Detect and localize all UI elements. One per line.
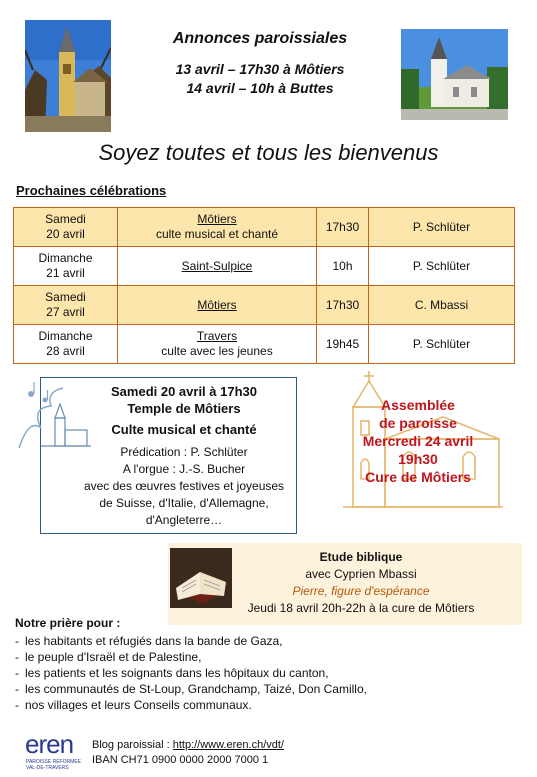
- day-text: Dimanche: [38, 329, 93, 343]
- event-place: Temple de Môtiers: [127, 401, 241, 416]
- church-photo-left: [25, 20, 111, 132]
- detail-text: culte musical et chanté: [155, 227, 279, 241]
- place-text: Saint-Sulpice: [181, 258, 253, 273]
- day-text: Dimanche: [38, 251, 93, 265]
- date-cell: [14, 247, 118, 286]
- pastor-cell: C. Mbassi: [369, 286, 515, 325]
- date-cell: [14, 325, 118, 364]
- open-bible-icon: [170, 548, 232, 608]
- place-cell: [118, 325, 317, 364]
- time-cell: 17h30: [317, 286, 369, 325]
- place-cell: [118, 208, 317, 247]
- musical-worship-text: [79, 383, 289, 529]
- welcome-message: Soyez toutes et tous les bienvenus: [98, 140, 439, 165]
- footer-info: [92, 738, 284, 768]
- table-row: [14, 208, 515, 247]
- list-item: - les communautés de St-Loup, Grandchamp, Taizé, Don Camillo,: [15, 681, 367, 697]
- place-cell: [118, 247, 317, 286]
- announcement-header: [130, 30, 390, 98]
- celebrations-title: Prochaines célébrations: [16, 183, 167, 198]
- time-cell: 10h: [317, 247, 369, 286]
- date-text: 20 avril: [46, 227, 85, 241]
- day-text: Samedi: [45, 212, 86, 226]
- date-cell: [14, 286, 118, 325]
- table-row: [14, 286, 515, 325]
- table-row: [14, 325, 515, 364]
- date-cell: [14, 208, 118, 247]
- bible-study-text: [230, 549, 492, 617]
- study-subtitle: Pierre, figure d'espérance: [292, 584, 430, 598]
- list-item: - les patients et les soignants dans les hôpitaux du canton,: [15, 665, 367, 681]
- celebrations-table: [13, 207, 515, 364]
- study-when: Jeudi 18 avril 20h-22h à la cure de Môtiers: [247, 601, 475, 615]
- place-text: Travers: [196, 329, 238, 343]
- list-item: - les habitants et réfugiés dans la bande de Gaza,: [15, 633, 367, 649]
- announcement-date-1: 13 avril – 17h30 à Môtiers: [175, 61, 345, 77]
- pastor-cell: P. Schlüter: [369, 325, 515, 364]
- event-date: Samedi 20 avril à 17h30: [111, 384, 257, 399]
- pastor-cell: P. Schlüter: [369, 208, 515, 247]
- time-cell: 19h45: [317, 325, 369, 364]
- logo-sub-line-1: PAROISSE RÉFORMÉE: [26, 759, 81, 765]
- iban-text: IBAN CH71 0900 0000 2000 7000 1: [92, 754, 269, 766]
- musical-worship-box: [40, 377, 297, 534]
- prayer-section: [15, 616, 367, 713]
- event-program-1: avec des œuvres festives et joyeuses: [83, 479, 285, 493]
- event-program-3: d'Angleterre…: [145, 513, 223, 527]
- prayer-title: Notre prière pour :: [15, 616, 121, 630]
- list-item: - le peuple d'Israël et de Palestine,: [15, 649, 367, 665]
- event-preacher: Prédication : P. Schlüter: [120, 445, 248, 459]
- place-cell: [118, 286, 317, 325]
- event-title: Culte musical et chanté: [111, 422, 257, 437]
- church-photo-right: [401, 29, 508, 120]
- assembly-time: 19h30: [398, 451, 438, 467]
- logo-subtitle: [26, 759, 86, 771]
- time-cell: 17h30: [317, 208, 369, 247]
- blog-link[interactable]: http://www.eren.ch/vdt/: [172, 739, 284, 751]
- place-text: Môtiers: [197, 297, 237, 312]
- date-text: 27 avril: [46, 305, 85, 319]
- assembly-subtitle: de paroisse: [379, 415, 457, 431]
- day-text: Samedi: [45, 290, 86, 304]
- date-text: 21 avril: [46, 266, 85, 280]
- assembly-place: Cure de Môtiers: [365, 469, 471, 485]
- event-organist: A l'orgue : J.-S. Bucher: [122, 462, 246, 476]
- study-leader: avec Cyprien Mbassi: [305, 567, 417, 581]
- logo-word: eren: [25, 729, 74, 759]
- event-program-2: de Suisse, d'Italie, d'Allemagne,: [99, 496, 269, 510]
- blog-label: Blog paroissial :: [92, 739, 173, 751]
- assembly-title: Assemblée: [381, 397, 455, 413]
- parish-assembly-notice: [348, 396, 488, 486]
- list-item: - nos villages et leurs Conseils communaux.: [15, 697, 367, 713]
- pastor-cell: P. Schlüter: [369, 247, 515, 286]
- logo-sub-line-2: VAL-DE-TRAVERS: [26, 765, 69, 771]
- blog-line: [92, 738, 284, 753]
- detail-text: culte avec les jeunes: [161, 344, 273, 358]
- table-row: [14, 247, 515, 286]
- announcement-date-2: 14 avril – 10h à Buttes: [186, 80, 334, 96]
- study-title: Etude biblique: [319, 550, 403, 564]
- date-text: 28 avril: [46, 344, 85, 358]
- prayer-list: [15, 633, 367, 713]
- place-text: Môtiers: [197, 212, 237, 226]
- eren-logo: [22, 729, 82, 771]
- assembly-date: Mercredi 24 avril: [362, 433, 474, 449]
- announcement-title: Annonces paroissiales: [172, 30, 348, 47]
